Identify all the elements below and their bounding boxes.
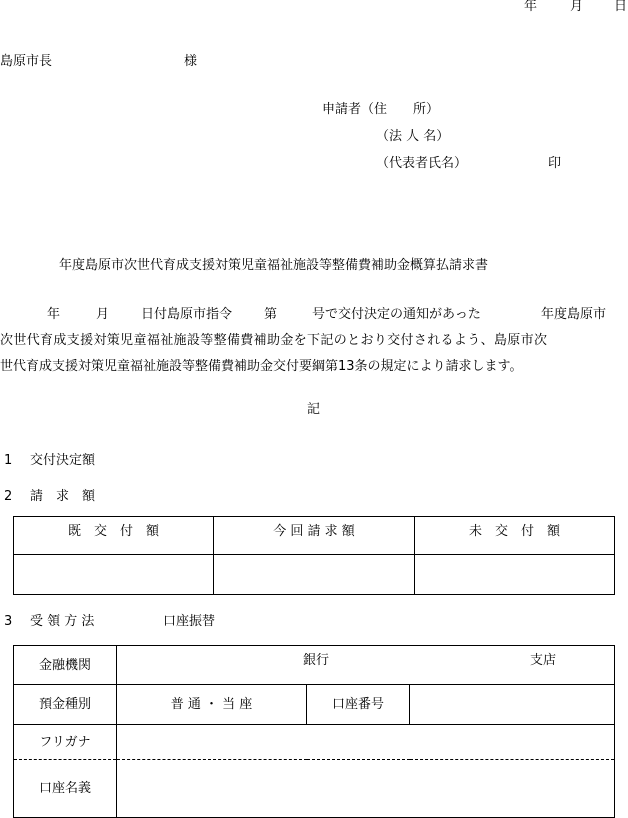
claim-header-paid: 既 交 付 額	[14, 517, 214, 555]
item2-label: 請 求 額	[30, 489, 96, 504]
bank-suffix: 銀行	[303, 653, 330, 668]
body-year: 年	[47, 307, 61, 322]
claim-header-current: 今 回 請 求 額	[214, 517, 415, 555]
addressee-name: 島原市長	[0, 54, 53, 69]
applicant-address-label: 申請者（住 所）	[322, 102, 440, 117]
body-month: 月	[96, 307, 110, 322]
body-line-1	[0, 308, 628, 322]
item3-method: 口座振替	[163, 614, 216, 629]
institution-value	[117, 646, 615, 685]
furigana-label: フリガナ	[14, 725, 117, 760]
furigana-value	[117, 725, 615, 760]
item3-label: 受 領 方 法	[30, 614, 95, 629]
date-month: 月	[570, 0, 584, 14]
branch-suffix: 支店	[530, 653, 557, 668]
account-number-label: 口座番号	[307, 685, 410, 725]
item2-number: 2	[4, 489, 13, 504]
seal-mark: 印	[548, 156, 562, 171]
claim-value-paid	[14, 555, 214, 595]
document-title: 年度島原市次世代育成支援対策児童福祉施設等整備費補助金概算払請求書	[59, 258, 489, 273]
date-line	[0, 0, 628, 14]
claim-value-current	[214, 555, 415, 595]
claim-header-unpaid: 未 交 付 額	[415, 517, 615, 555]
claim-table	[13, 516, 615, 595]
deposit-type-label: 預金種別	[14, 685, 117, 725]
account-number-value	[410, 685, 615, 725]
body-dai: 第	[264, 307, 278, 322]
item3-number: 3	[4, 614, 13, 629]
date-year: 年	[524, 0, 538, 14]
addressee-honorific: 様	[184, 54, 198, 69]
body-line-2: 次世代育成支援対策児童福祉施設等整備費補助金を下記のとおり交付されるよう、島原市次	[0, 333, 548, 348]
item1-number: 1	[4, 453, 13, 468]
applicant-corp-name-label: （法 人 名）	[376, 129, 450, 144]
body-directive: 日付島原市指令	[141, 307, 233, 322]
bank-table	[13, 645, 615, 818]
body-fiscal-year: 年度島原市	[541, 307, 607, 322]
account-name-value	[117, 760, 615, 818]
item1-label: 交付決定額	[30, 453, 96, 468]
deposit-type-value: 普 通 ・ 当 座	[117, 685, 307, 725]
account-name-label: 口座名義	[14, 760, 117, 818]
institution-label: 金融機関	[14, 646, 117, 685]
body-line-3: 世代育成支援対策児童福祉施設等整備費補助金交付要綱第13条の規定により請求します。	[0, 359, 523, 374]
claim-value-unpaid	[415, 555, 615, 595]
ki-heading: 記	[307, 402, 321, 417]
applicant-representative-label: （代表者氏名）	[376, 156, 468, 171]
date-day: 日	[614, 0, 628, 14]
body-notice: 号で交付決定の通知があった	[312, 307, 481, 322]
